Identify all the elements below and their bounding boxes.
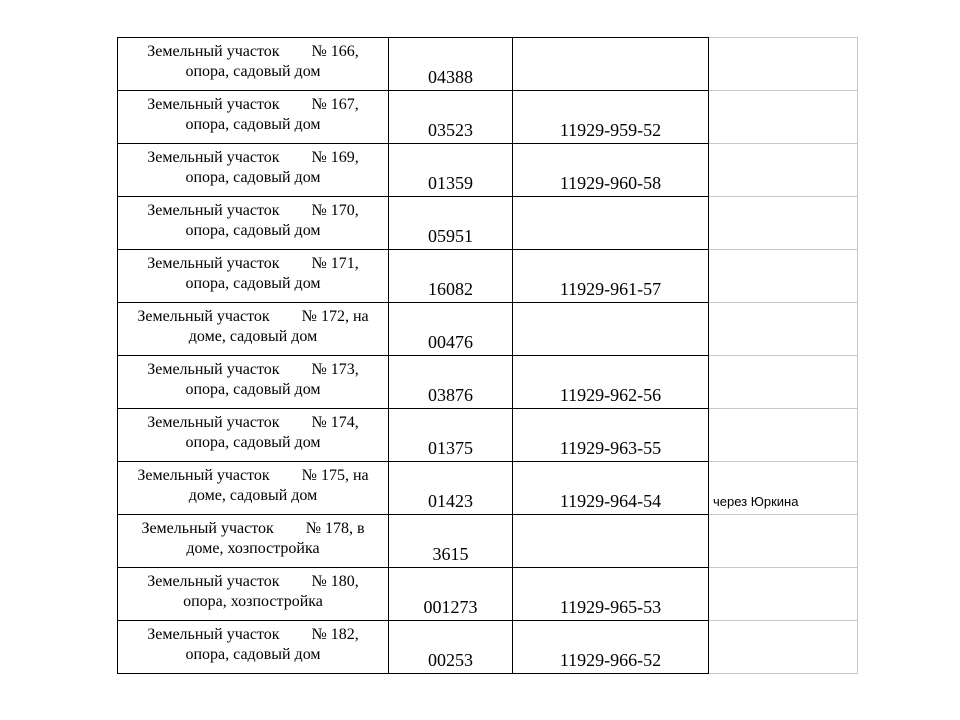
plot-description-line-1: Земельный участок № 167, [147, 96, 359, 113]
plot-number: 01375 [428, 438, 473, 458]
plot-description-line-1: Земельный участок № 171, [147, 255, 359, 272]
cadastral-number-cell [513, 197, 709, 250]
plot-description-line-2: опора, садовый дом [185, 275, 321, 292]
note-cell [709, 621, 858, 674]
plot-description-line-1: Земельный участок № 173, [147, 361, 359, 378]
note-cell [709, 515, 858, 568]
plot-number-cell [389, 144, 513, 197]
plot-number: 001273 [423, 597, 478, 617]
note-cell [709, 568, 858, 621]
table-row [118, 621, 858, 674]
plot-description-line-1: Земельный участок № 169, [147, 149, 359, 166]
cadastral-number-cell [513, 462, 709, 515]
plot-number-cell [389, 250, 513, 303]
plot-number: 05951 [428, 226, 473, 246]
note-cell [709, 144, 858, 197]
plot-number-cell [389, 462, 513, 515]
plot-number: 03523 [428, 120, 473, 140]
plot-description-line-2: опора, садовый дом [185, 116, 321, 133]
table-row [118, 515, 858, 568]
plot-description-line-2: доме, садовый дом [188, 328, 318, 345]
plot-number-cell [389, 621, 513, 674]
plot-number: 3615 [432, 544, 469, 564]
table-row [118, 409, 858, 462]
cadastral-number: 11929-960-58 [559, 173, 662, 193]
plot-number: 00476 [428, 332, 473, 352]
table-row [118, 38, 858, 91]
plot-number: 16082 [428, 279, 473, 299]
plot-description-line-1: Земельный участок № 172, на [137, 308, 369, 325]
cadastral-number-cell [513, 38, 709, 91]
plot-description-line-2: опора, садовый дом [185, 381, 321, 398]
note-cell [709, 38, 858, 91]
plot-number-cell [389, 38, 513, 91]
cadastral-number: 11929-965-53 [559, 597, 662, 617]
plot-number: 01359 [428, 173, 473, 193]
plot-description-line-1: Земельный участок № 166, [147, 43, 359, 60]
cadastral-number: 11929-966-52 [559, 650, 662, 670]
plot-description-cell [118, 303, 389, 356]
table-row [118, 197, 858, 250]
plot-description-line-1: Земельный участок № 170, [147, 202, 359, 219]
note-cell [709, 356, 858, 409]
plot-description-line-1: Земельный участок № 174, [147, 414, 359, 431]
note-text: через Юркина [713, 494, 799, 509]
cadastral-number-cell [513, 356, 709, 409]
plot-number: 01423 [428, 491, 473, 511]
plot-description-line-2: доме, садовый дом [188, 487, 318, 504]
table-row [118, 568, 858, 621]
table-row [118, 144, 858, 197]
cadastral-number: 11929-964-54 [559, 491, 662, 511]
plot-description-line-2: опора, садовый дом [185, 63, 321, 80]
table-body [118, 38, 858, 674]
plot-description-line-1: Земельный участок № 175, на [137, 467, 369, 484]
plot-description-cell [118, 91, 389, 144]
plot-description-cell [118, 515, 389, 568]
plot-description-line-2: доме, хозпостройка [186, 540, 320, 557]
plot-description-cell [118, 38, 389, 91]
cadastral-number-cell [513, 515, 709, 568]
plot-description-line-1: Земельный участок № 178, в [141, 520, 365, 537]
plot-number: 04388 [428, 67, 473, 87]
cadastral-number-cell [513, 91, 709, 144]
plot-description-cell [118, 568, 389, 621]
plot-description-cell [118, 409, 389, 462]
plot-number-cell [389, 303, 513, 356]
plot-description-line-2: опора, садовый дом [185, 222, 321, 239]
table-row [118, 250, 858, 303]
table-row [118, 462, 858, 515]
plot-description-line-2: опора, садовый дом [185, 434, 321, 451]
plot-description-line-2: опора, садовый дом [185, 646, 321, 663]
table-row [118, 303, 858, 356]
cadastral-number-cell [513, 144, 709, 197]
cadastral-number: 11929-963-55 [559, 438, 662, 458]
note-cell [709, 462, 858, 515]
note-cell [709, 197, 858, 250]
table-row [118, 91, 858, 144]
land-plots-table [117, 37, 858, 674]
plot-description-cell [118, 356, 389, 409]
note-cell [709, 303, 858, 356]
table-row [118, 356, 858, 409]
plot-number-cell [389, 197, 513, 250]
note-cell [709, 250, 858, 303]
note-cell [709, 91, 858, 144]
cadastral-number: 11929-959-52 [559, 120, 662, 140]
cadastral-number: 11929-961-57 [559, 279, 662, 299]
plot-description-cell [118, 250, 389, 303]
plot-description-cell [118, 197, 389, 250]
plot-number: 00253 [428, 650, 473, 670]
plot-description-line-2: опора, хозпостройка [183, 593, 323, 610]
cadastral-number-cell [513, 409, 709, 462]
cadastral-number: 11929-962-56 [559, 385, 662, 405]
plot-number-cell [389, 409, 513, 462]
plot-number-cell [389, 515, 513, 568]
plot-description-line-2: опора, садовый дом [185, 169, 321, 186]
note-cell [709, 409, 858, 462]
plot-number: 03876 [428, 385, 473, 405]
cadastral-number-cell [513, 303, 709, 356]
plot-number-cell [389, 91, 513, 144]
plot-description-cell [118, 462, 389, 515]
plot-description-cell [118, 144, 389, 197]
plot-number-cell [389, 568, 513, 621]
cadastral-number-cell [513, 621, 709, 674]
cadastral-number-cell [513, 250, 709, 303]
cadastral-number-cell [513, 568, 709, 621]
plot-description-cell [118, 621, 389, 674]
plot-description-line-1: Земельный участок № 182, [147, 626, 359, 643]
plot-description-line-1: Земельный участок № 180, [147, 573, 359, 590]
plot-number-cell [389, 356, 513, 409]
